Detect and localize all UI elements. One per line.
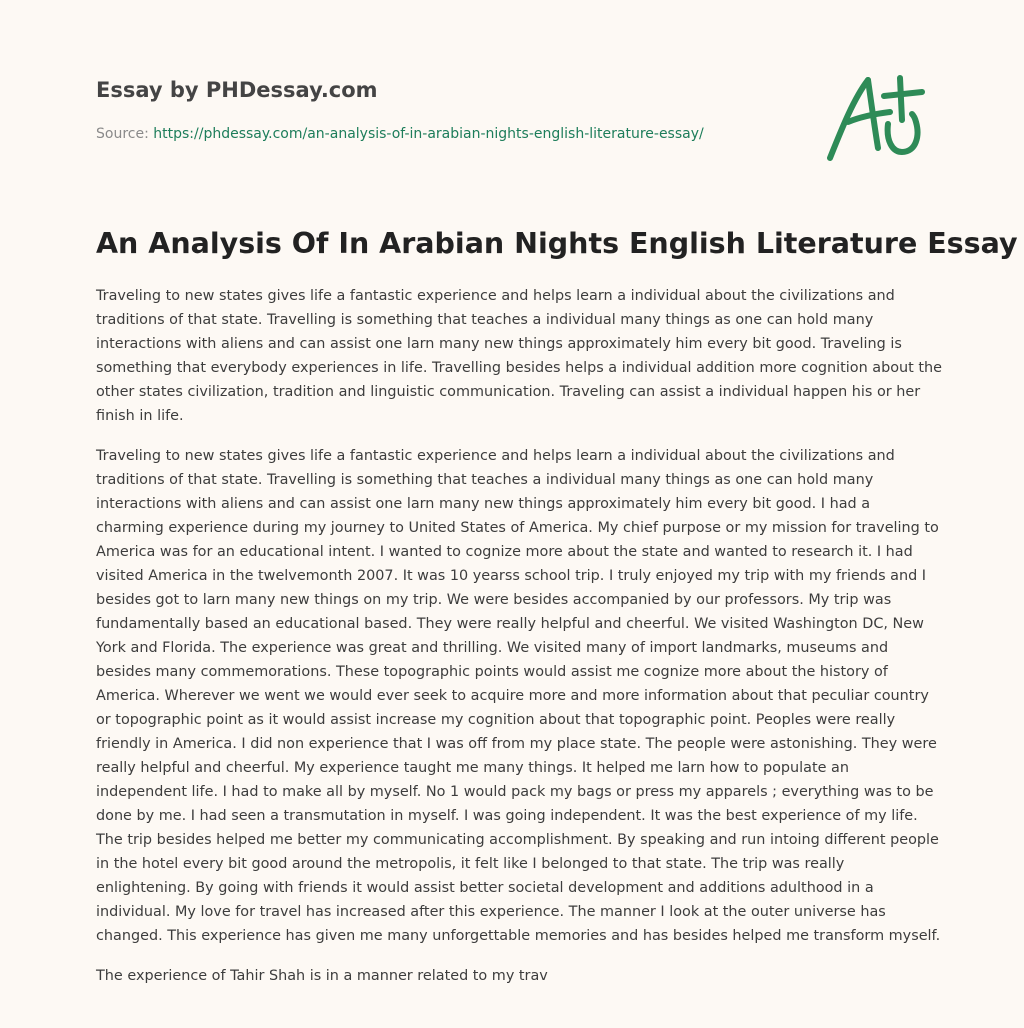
source-link[interactable]: https://phdessay.com/an-analysis-of-in-arabian-nights-english-literature-essay/ [153,126,704,142]
paragraph: Traveling to new states gives life a fantastic experience and helps learn a individual about the civilizations and traditions of that state. Travelling is something that teaches a individual many things as one can hold many interactions with aliens and can assist one larn many new things approximately him every bit good. I had a charming experience during my journey to United States of America. My chief purpose or my mission for traveling to America was for an educational intent. I wanted to cognize more about the state and wanted to research it. I had visited America in the twelvemonth 2007. It was 10 yearss school trip. I truly enjoyed my trip with my friends and I besides got to larn many new things on my trip. We were besides accompanied by our professors. My trip was fundamentally based an educational based. They were really helpful and cheerful. We visited Washington DC, New York and Florida. The experience was great and thrilling. We visited many of import landmarks, museums and besides many commemorations. These topographic points would assist me cognize more about the history of America. Wherever we went we would ever seek to acquire more and more information about that peculiar country or topographic point as it would assist increase my cognition about that topographic point. Peoples were really friendly in America. I did non experience that I was off from my place state. The people were astonishing. They were really helpful and cheerful. My experience taught me many things. It helped me larn how to populate an independent life. I had to make all by myself. No 1 would pack my bags or press my apparels ; everything was to be done by me. I had seen a transmutation in myself. I was going independent. It was the best experience of my life. The trip besides helped me better my communicating accomplishment. By speaking and run intoing different people in the hotel every bit good around the metropolis, it felt like I belonged to that state. The trip was really enlightening. By going with friends it would assist better societal development and additions adulthood in a individual. My love for travel has increased after this experience. The manner I look at the outer universe has changed. This experience has given me many unforgettable memories and has besides helped me transform myself. [96,448,941,944]
brand-title: Essay by PHDessay.com [96,78,378,102]
paragraph: The experience of Tahir Shah is in a manner related to my trav [96,968,548,984]
source-label: Source: [96,126,154,142]
paragraph: Traveling to new states gives life a fantastic experience and helps learn a individual about the civilizations and traditions of that state. Travelling is something that teaches a individual many things as one can hold many interactions with aliens and can assist one larn many new things approximately him every bit good. Traveling is something that everybody experiences in life. Travelling besides helps a individual addition more cognition about the other states civilization, tradition and linguistic communication. Traveling can assist a individual happen his or her finish in life. [96,288,943,424]
essay-title: An Analysis Of In Arabian Nights English Literature Essay [96,227,1018,260]
header [96,76,796,144]
source-line [96,124,796,144]
a-plus-grade-icon [820,66,932,166]
essay-body [96,284,942,1004]
